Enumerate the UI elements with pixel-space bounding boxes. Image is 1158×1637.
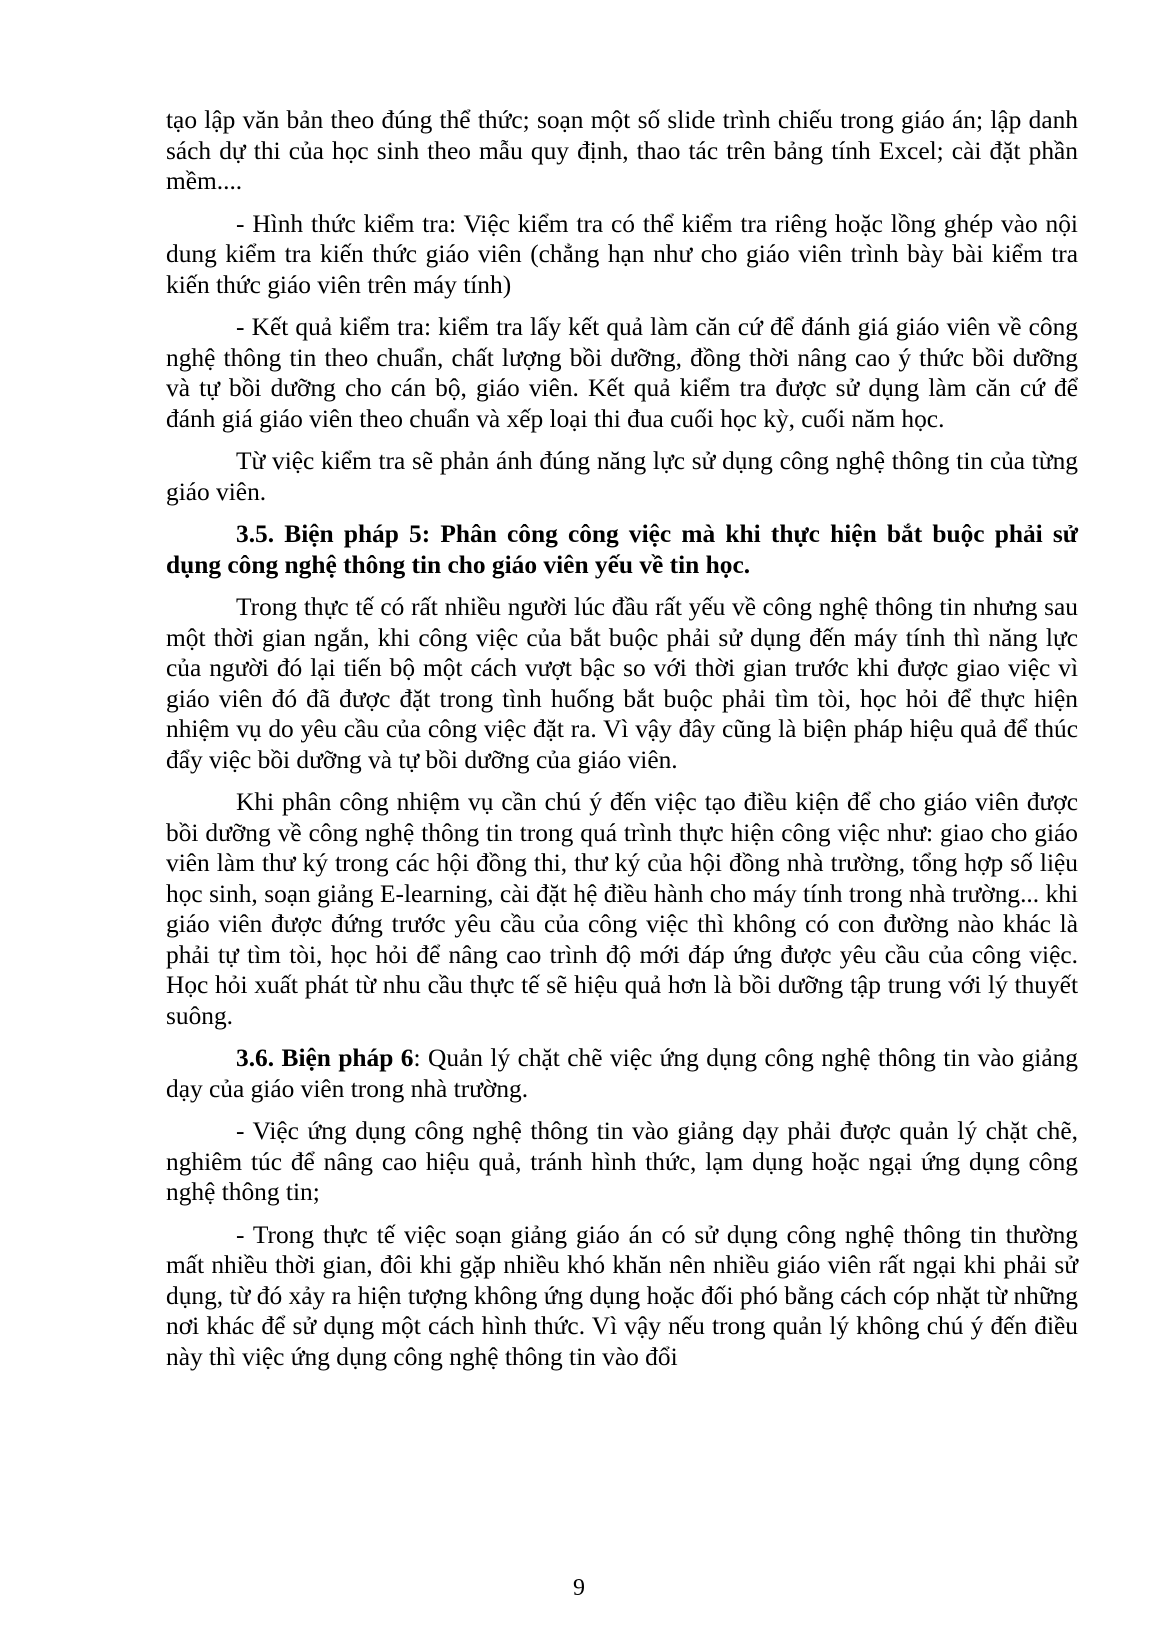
section-heading-3-5: 3.5. Biện pháp 5: Phân công công việc mà khi thực hiện bắt buộc phải sử dụng công nghệ thông tin cho giáo viên yếu về tin học. — [166, 520, 1078, 579]
section-heading-3-6-label: 3.6. Biện pháp 6 — [236, 1044, 414, 1072]
paragraph-practice: Trong thực tế có rất nhiều người lúc đầu rất yếu về công nghệ thông tin nhưng sau một thời gian ngắn, khi công việc của bắt buộc phải sử dụng đến máy tính thì năng lực của người đó lại tiến bộ một cách vượt bậc so với thời gian trước khi được giao việc vì giáo viên đó đã được đặt trong tình huống bắt buộc phải tìm tòi, học hỏi để thực hiện nhiệm vụ do yêu cầu của công việc đặt ra. Vì vậy đây cũng là biện pháp hiệu quả để thúc đẩy việc bồi dưỡng và tự bồi dưỡng của giáo viên. — [166, 593, 1078, 774]
paragraph-test-conclusion: Từ việc kiểm tra sẽ phản ánh đúng năng lực sử dụng công nghệ thông tin của từng giáo viên. — [166, 447, 1078, 506]
paragraph-test-result: - Kết quả kiểm tra: kiểm tra lấy kết quả làm căn cứ để đánh giá giáo viên về công nghệ thông tin theo chuẩn, chất lượng bồi dưỡng, đồng thời nâng cao ý thức bồi dưỡng và tự bồi dưỡng cho cán bộ, giáo viên. Kết quả kiểm tra được sử dụng làm căn cứ để đánh giá giáo viên theo chuẩn và xếp loại thi đua cuối học kỳ, cuối năm học. — [166, 313, 1078, 433]
page-number: 9 — [573, 1575, 585, 1601]
section-heading-3-6-text: : Quản lý chặt chẽ việc ứng dụng công nghệ thông tin vào giảng dạy của giáo viên trong nhà trường. — [166, 1044, 1078, 1103]
document-page — [166, 105, 1078, 1384]
paragraph-test-format: - Hình thức kiểm tra: Việc kiểm tra có thể kiểm tra riêng hoặc lồng ghép vào nội dung kiểm tra kiến thức giáo viên (chẳng hạn như cho giáo viên trình bày bài kiểm tra kiến thức giáo viên trên máy tính) — [166, 209, 1078, 299]
section-heading-3-6 — [166, 1043, 1078, 1104]
paragraph-management-reality: - Trong thực tế việc soạn giảng giáo án có sử dụng công nghệ thông tin thường mất nhiều thời gian, đôi khi gặp nhiều khó khăn nên nhiều giáo viên rất ngại khi phải sử dụng, từ đó xảy ra hiện tượng không ứng dụng hoặc đối phó bằng cách cóp nhặt từ những nơi khác để sử dụng một cách hình thức. Vì vậy nếu trong quản lý không chú ý đến điều này thì việc ứng dụng công nghệ thông tin vào đổi — [166, 1220, 1078, 1371]
paragraph-management-strict: - Việc ứng dụng công nghệ thông tin vào giảng dạy phải được quản lý chặt chẽ, nghiêm túc để nâng cao hiệu quả, tránh hình thức, lạm dụng hoặc ngại ứng dụng công nghệ thông tin; — [166, 1117, 1078, 1206]
paragraph-task-assignment: Khi phân công nhiệm vụ cần chú ý đến việc tạo điều kiện để cho giáo viên được bồi dưỡng về công nghệ thông tin trong quá trình thực hiện công việc như: giao cho giáo viên làm thư ký trong các hội đồng thi, thư ký của hội đồng nhà trường, tổng hợp số liệu học sinh, soạn giảng E-learning, cài đặt hệ điều hành cho máy tính trong nhà trường... khi giáo viên được đứng trước yêu cầu của công việc thì không có con đường nào khác là phải tự tìm tòi, học hỏi để nâng cao trình độ mới đáp ứng được yêu cầu của công việc. Học hỏi xuất phát từ nhu cầu thực tế sẽ hiệu quả hơn là bồi dưỡng tập trung với lý thuyết suông. — [166, 788, 1078, 1030]
paragraph-continuation: tạo lập văn bản theo đúng thể thức; soạn một số slide trình chiếu trong giáo án; lập danh sách dự thi của học sinh theo mẫu quy định, thao tác trên bảng tính Excel; cài đặt phần mềm.... — [166, 106, 1078, 195]
